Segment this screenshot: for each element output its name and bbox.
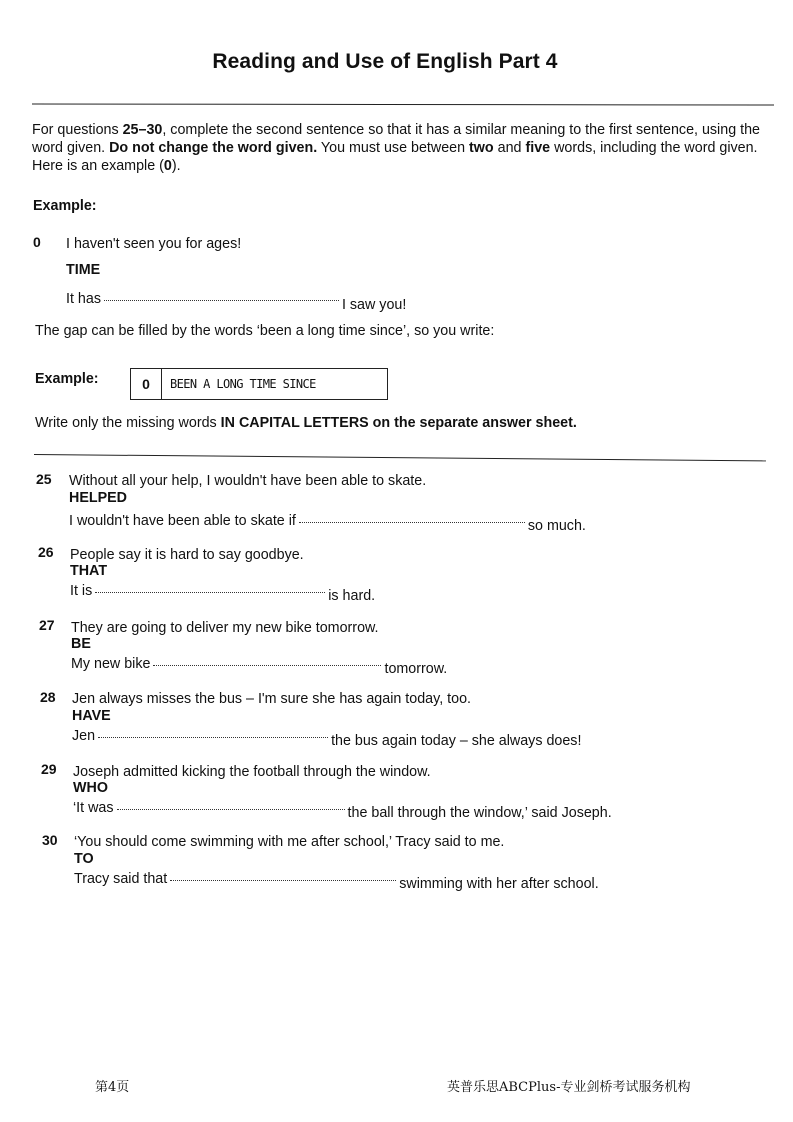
- page-title: Reading and Use of English Part 4: [212, 50, 558, 73]
- example-gap-line: [66, 291, 407, 313]
- question-after: so much.: [527, 518, 586, 534]
- question-gap-line: [71, 656, 448, 677]
- footer-page-number: 第4页: [95, 1080, 130, 1095]
- question-after: the ball through the window,’ said Joseph.: [347, 805, 612, 821]
- example-box-label: Example:: [35, 371, 99, 387]
- question-after: the bus again today – she always does!: [331, 733, 582, 749]
- instructions-text: words, including the word given. Here is an example (: [32, 140, 758, 174]
- question-sentence: They are going to deliver my new bike tomorrow.: [71, 620, 379, 636]
- example-explanation: The gap can be filled by the words ‘been a long time since’, so you write:: [35, 323, 495, 339]
- example-number: 0: [33, 234, 41, 250]
- answer-gap: [117, 808, 345, 810]
- example-sentence: I haven't seen you for ages!: [66, 236, 242, 252]
- instructions-emphasis: five: [525, 140, 551, 156]
- question-keyword: HELPED: [69, 490, 127, 506]
- question-gap-line: [69, 513, 586, 534]
- question-range: 25–30: [122, 122, 163, 138]
- question-before: Tracy said that: [74, 871, 168, 887]
- instructions-emphasis: Do not change the word given.: [109, 140, 318, 156]
- question-before: My new bike: [71, 656, 151, 672]
- question-number: 30: [42, 832, 58, 848]
- question-keyword: TO: [74, 851, 94, 867]
- question-after: is hard.: [328, 588, 376, 604]
- question-keyword: BE: [71, 636, 91, 652]
- answer-gap: [104, 299, 339, 301]
- answer-gap: [153, 664, 381, 666]
- instructions-emphasis: 0: [163, 158, 172, 174]
- question-sentence: ‘You should come swimming with me after school,’ Tracy said to me.: [74, 834, 505, 850]
- question-sentence: Joseph admitted kicking the football through the window.: [73, 764, 431, 780]
- footer-organization: 英普乐思ABCPlus-专业剑桥考试服务机构: [447, 1080, 691, 1095]
- question-after: swimming with her after school.: [399, 876, 599, 892]
- question-number: 27: [39, 617, 55, 633]
- answer-gap: [299, 521, 525, 523]
- instructions: [32, 121, 767, 175]
- question-keyword: WHO: [73, 780, 108, 796]
- instructions-text: For questions: [32, 122, 123, 138]
- question-keyword: HAVE: [72, 708, 111, 724]
- instructions-text: , complete the second sentence so that it has a similar meaning to the first sentence, using the word given.: [32, 122, 760, 156]
- instructions-text: ).: [171, 158, 181, 174]
- answer-gap: [95, 591, 325, 593]
- section-divider: [34, 454, 766, 461]
- write-note-emphasis: IN CAPITAL LETTERS on the separate answer sheet.: [220, 415, 577, 431]
- question-before: It is: [70, 583, 93, 599]
- question-before: ‘It was: [73, 800, 114, 816]
- question-sentence: Jen always misses the bus – I'm sure she has again today, too.: [72, 691, 472, 707]
- instructions-text: and: [493, 140, 526, 156]
- example-keyword: TIME: [66, 262, 101, 278]
- question-gap-line: [74, 871, 599, 892]
- example-heading: Example:: [33, 198, 97, 214]
- example-after: I saw you!: [341, 297, 407, 313]
- example-answer-box: [130, 368, 388, 400]
- instructions-emphasis: two: [469, 140, 494, 156]
- instructions-text: You must use between: [317, 140, 470, 156]
- question-gap-line: [70, 583, 376, 604]
- question-keyword: THAT: [70, 563, 108, 579]
- question-number: 26: [38, 544, 54, 560]
- answer-gap: [170, 879, 396, 881]
- answer-gap: [98, 736, 328, 738]
- question-sentence: Without all your help, I wouldn't have been able to skate.: [69, 473, 427, 489]
- question-after: tomorrow.: [384, 661, 448, 677]
- question-before: Jen: [72, 728, 96, 744]
- write-note-text: Write only the missing words: [35, 415, 221, 431]
- question-gap-line: [73, 800, 612, 821]
- question-sentence: People say it is hard to say goodbye.: [70, 547, 304, 563]
- question-gap-line: [72, 728, 582, 749]
- question-before: I wouldn't have been able to skate if: [69, 513, 296, 529]
- write-note: [35, 415, 755, 431]
- top-divider: [32, 103, 774, 105]
- example-box-number: 0: [131, 369, 162, 399]
- question-number: 25: [36, 471, 52, 487]
- question-number: 28: [40, 689, 56, 705]
- example-box-answer: BEEN A LONG TIME SINCE: [170, 377, 316, 391]
- example-before: It has: [66, 291, 101, 307]
- question-number: 29: [41, 761, 57, 777]
